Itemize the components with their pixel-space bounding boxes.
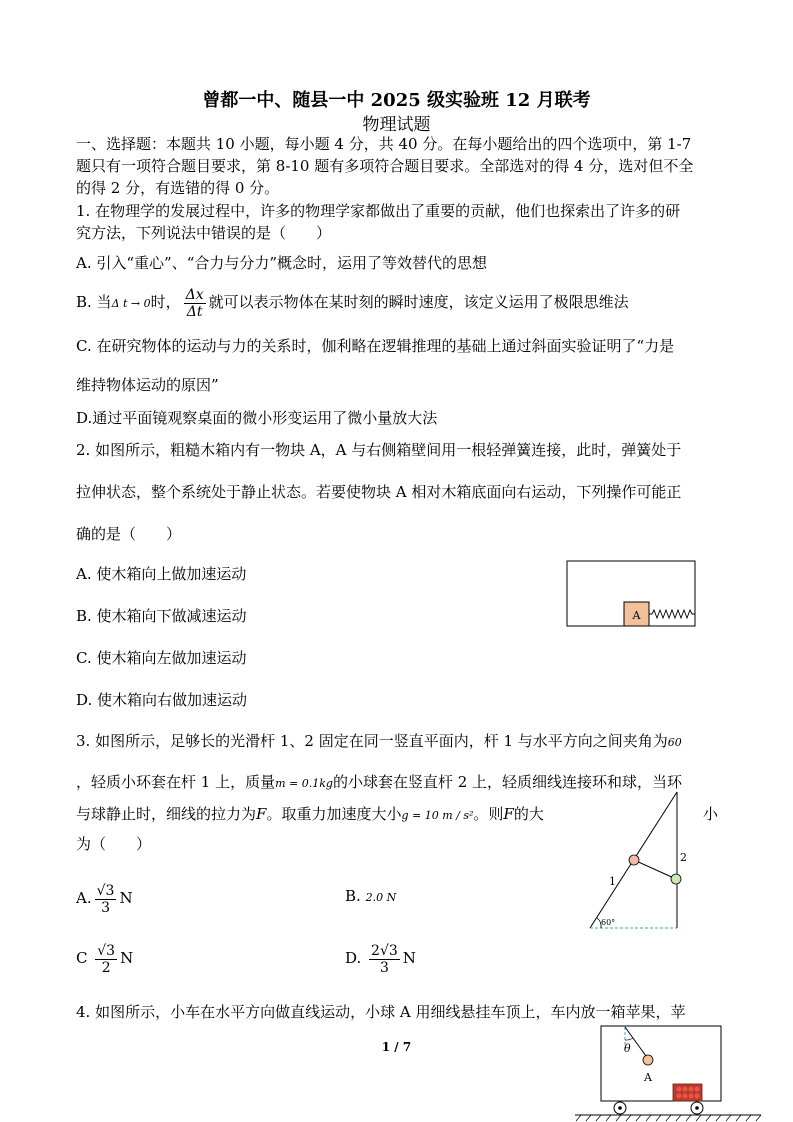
ring	[629, 855, 639, 865]
exam-subtitle: 物理试题	[362, 115, 431, 135]
q3-option-a-unit: N	[119, 889, 133, 907]
q3-stem-line1	[76, 731, 682, 753]
q1-option-c-line2: 维持物体运动的原因”	[76, 376, 219, 394]
q1-option-b-fraction	[184, 287, 206, 320]
q3-option-a-fraction	[95, 883, 117, 916]
q3-option-b-label: B.	[345, 887, 361, 905]
block-a-label: A	[632, 609, 641, 622]
q1-option-c-line1: C. 在研究物体的运动与力的关系时，伽利略在逻辑推理的基础上通过斜面实验证明了“力是	[76, 337, 675, 355]
q2-stem-line2: 拉伸状态，整个系统处于静止状态。若要使物块 A 相对木箱底面向右运动，下列操作可能正	[76, 483, 682, 501]
thin-string	[634, 860, 676, 879]
q3-stem1-text: 3. 如图所示，足够长的光滑杆 1、2 固定在同一竖直平面内，杆 1 与水平方向之间夹角为	[76, 732, 668, 750]
q1-option-b-mid: 时，	[150, 293, 181, 311]
q4-cart-figure	[573, 1024, 763, 1122]
q3-option-d	[345, 938, 416, 978]
q1-option-d: D.通过平面镜观察桌面的微小形变运用了微小量放大法	[76, 409, 438, 427]
q2-box-figure	[566, 560, 700, 630]
q3-stem3-b: 。取重力加速度大小	[266, 805, 402, 823]
q1-stem-line1: 1. 在物理学的发展过程中，许多的物理学家都做出了重要的贡献，他们也探索出了许多的研	[76, 202, 681, 220]
q3-stem2-b: 的小球套在竖直杆 2 上，轻质细线连接环和球，当环	[332, 773, 683, 791]
q3-option-b-value: 2.0 N	[365, 891, 397, 904]
q1-option-b-condition: Δ t → 0	[111, 297, 151, 310]
q3-stem3-a: 与球静止时，细线的拉力为	[76, 805, 257, 823]
q3-stem2-a: ，轻质小环套在杆 1 上，质量	[76, 773, 276, 791]
ground-hatching	[576, 1115, 761, 1121]
q3-option-d-fraction	[369, 943, 400, 976]
q3-stem3-e: 小	[702, 805, 718, 823]
q3-force-symbol-2: F	[503, 805, 514, 823]
q1-option-a: A. 引入“重心”、“合力与分力”概念时，运用了等效替代的思想	[76, 254, 488, 272]
q2-option-c: C. 使木箱向左做加速运动	[76, 649, 247, 667]
q3-gravity-value: g = 10 m / s²	[401, 809, 474, 822]
q1-option-b-suffix: 就可以表示物体在某时刻的瞬时速度，该定义运用了极限思维法	[208, 293, 629, 311]
q3-option-d-label: D.	[345, 949, 362, 967]
q2-option-b: B. 使木箱向下做减速运动	[76, 607, 247, 625]
q4-stem-line1: 4. 如图所示，小车在水平方向做直线运动，小球 A 用细线悬挂车顶上，车内放一箱苹果，苹	[76, 1003, 686, 1021]
exam-title: 曾都一中、随县一中 2025 级实验班 12 月联考	[202, 90, 591, 111]
q1-option-b	[76, 285, 629, 321]
q3-stem3-d: 的大	[513, 805, 544, 823]
q2-stem-line1: 2. 如图所示，粗糙木箱内有一物块 A，A 与右侧箱壁间用一根轻弹簧连接，此时，弹簧处于	[76, 441, 682, 459]
wheel-right-hub	[695, 1106, 699, 1110]
theta-label: θ	[624, 1042, 631, 1055]
q1-fraction-denominator: Δt	[186, 303, 203, 320]
spring	[649, 610, 695, 618]
q3-stem3-c: 。则	[473, 805, 504, 823]
ball-a	[643, 1055, 653, 1065]
q1-fraction-numerator: Δx	[185, 286, 204, 303]
q3-option-c-fraction	[95, 943, 117, 976]
q3-mass-value: m = 0.1kg	[275, 777, 333, 790]
q1-option-b-prefix: B. 当	[76, 293, 112, 311]
q3-force-symbol: F	[256, 805, 267, 823]
section-instruction-line3: 的得 2 分，有选错的得 0 分。	[76, 179, 280, 197]
q3-option-a	[76, 878, 133, 918]
cart-body	[601, 1026, 721, 1101]
rod-2-label: 2	[680, 851, 687, 864]
q3-rods-figure	[585, 790, 695, 935]
q3-c-numerator: √3	[97, 942, 116, 959]
q2-option-d: D. 使木箱向右做加速运动	[76, 691, 248, 709]
q3-option-a-label: A.	[76, 889, 92, 907]
angle-label: 60°	[601, 918, 616, 927]
q2-option-a: A. 使木箱向上做加速运动	[76, 565, 247, 583]
apple-crate	[673, 1084, 702, 1101]
q3-option-d-unit: N	[402, 949, 416, 967]
q3-option-b	[345, 886, 396, 908]
q3-option-c	[76, 938, 133, 978]
ball	[671, 874, 681, 884]
q3-d-denominator: 3	[369, 959, 400, 976]
page-number: 1 / 7	[381, 1040, 412, 1054]
q3-option-c-label: C	[76, 949, 88, 967]
q3-stem-line4: 为（ ）	[76, 835, 152, 853]
wheel-left-hub	[618, 1106, 622, 1110]
q2-stem-line3: 确的是（ ）	[76, 525, 182, 543]
rod-1-label: 1	[609, 875, 616, 888]
section-instruction-line1: 一、选择题：本题共 10 小题，每小题 4 分，共 40 分。在每小题给出的四个选项中，第 1-7	[76, 135, 692, 153]
ball-a-label: A	[644, 1071, 652, 1084]
section-instruction-line2: 题只有一项符合题目要求，第 8-10 题有多项符合题目要求。全部选对的得 4 分，选对但不全	[76, 157, 694, 175]
q1-stem-line2: 究方法，下列说法中错误的是（ ）	[76, 224, 332, 242]
q3-d-numerator: 2√3	[371, 942, 398, 959]
q3-a-denominator: 3	[95, 899, 117, 916]
q3-option-c-unit: N	[120, 949, 134, 967]
q3-a-numerator: √3	[96, 882, 115, 899]
q3-c-denominator: 2	[95, 959, 117, 976]
q3-angle-value: 60	[667, 736, 682, 749]
